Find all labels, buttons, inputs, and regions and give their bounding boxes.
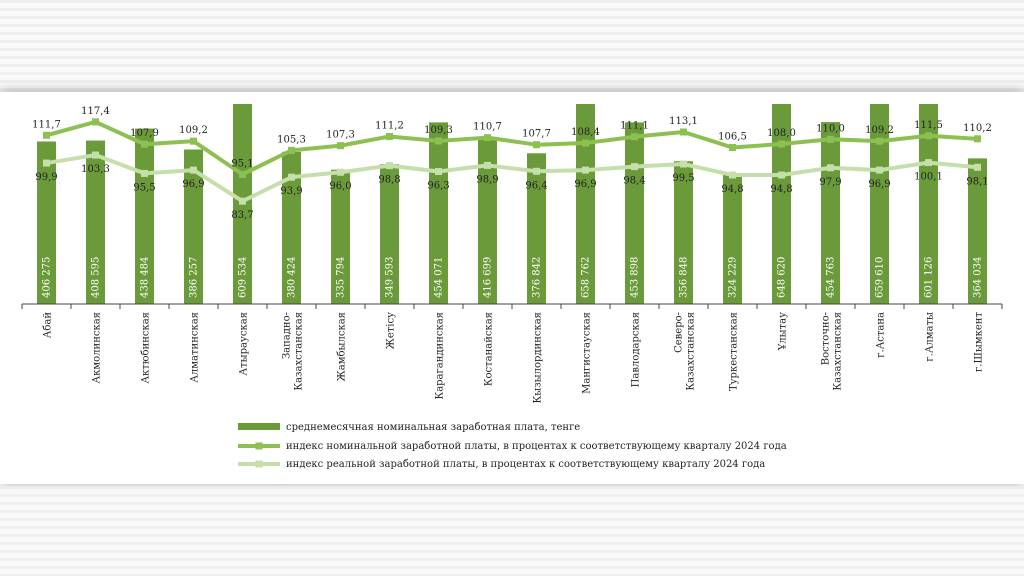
nominal-index-label: 107,7	[522, 128, 551, 140]
real-index-label: 98,9	[476, 174, 499, 186]
nominal-index-point	[288, 147, 295, 154]
nominal-index-label: 108,4	[571, 127, 600, 139]
nominal-index-point	[778, 141, 785, 148]
nominal-index-label: 111,2	[375, 120, 404, 132]
legend-swatch-bar	[238, 423, 280, 430]
real-index-label: 94,8	[721, 184, 744, 196]
nominal-index-point	[827, 136, 834, 143]
real-index-point	[974, 164, 981, 171]
real-index-label: 96,0	[329, 181, 352, 193]
nominal-index-point	[386, 133, 393, 140]
category-label-line: Туркестанская	[728, 312, 740, 392]
legend	[238, 422, 787, 470]
real-index-point	[925, 159, 932, 166]
nominal-index-point	[141, 141, 148, 148]
category-label-line: Мангистауская	[581, 312, 593, 394]
nominal-index-point	[92, 118, 99, 125]
category-label-line: Жамбылская	[336, 312, 348, 382]
real-index-label: 98,4	[623, 175, 646, 187]
line-series	[32, 106, 992, 221]
bar-value-label: 454 071	[433, 256, 445, 298]
category-label	[282, 312, 305, 391]
legend-marker-real	[256, 461, 263, 468]
real-index-label: 95,5	[133, 182, 156, 194]
legend-label-bar: среднемесячная номинальная заработная плата, тенге	[286, 422, 581, 433]
bar-value-label: 454 763	[825, 256, 837, 298]
real-index-point	[680, 161, 687, 168]
category-label	[337, 312, 348, 381]
nominal-index-point	[631, 133, 638, 140]
real-index-point	[141, 170, 148, 177]
real-index-point	[582, 167, 589, 174]
real-index-label: 100,1	[914, 171, 943, 183]
category-label-line: Северо-	[673, 312, 685, 353]
category-label	[533, 312, 544, 404]
category-label	[876, 312, 887, 358]
real-index-point	[337, 169, 344, 176]
category-label-line: Карагандинская	[434, 312, 446, 400]
category-label	[582, 312, 593, 394]
real-index-label: 103,3	[81, 164, 110, 176]
nominal-index-point	[484, 134, 491, 141]
nominal-index-point	[435, 137, 442, 144]
nominal-index-point	[582, 140, 589, 147]
category-label	[974, 312, 985, 372]
category-label-line: Павлодарская	[630, 312, 642, 388]
legend-label-nominal: индекс номинальной заработной платы, в процентах к соответствующему кварталу 2024 года	[286, 441, 787, 452]
nominal-index-point	[533, 141, 540, 148]
nominal-index-point	[729, 144, 736, 151]
bar-value-label: 601 126	[923, 256, 935, 298]
nominal-index-label: 107,9	[130, 128, 159, 140]
bar-value-label: 406 275	[41, 256, 53, 298]
nominal-index-point	[190, 138, 197, 145]
nominal-index-label: 117,4	[81, 105, 110, 117]
nominal-index-label: 110,2	[963, 122, 992, 134]
category-label	[190, 312, 201, 383]
bar-value-label: 324 229	[727, 256, 739, 298]
category-label	[778, 312, 789, 351]
category-label-line: Атырауская	[238, 312, 250, 376]
bar-value-label: 356 848	[678, 256, 690, 298]
real-index-point	[729, 172, 736, 179]
nominal-index-label: 107,3	[326, 129, 355, 141]
real-index-point	[386, 162, 393, 169]
nominal-index-point	[680, 129, 687, 136]
category-label	[141, 312, 152, 384]
bar-value-label: 349 593	[384, 256, 396, 298]
category-label-line: Ұлытау	[777, 312, 789, 351]
nominal-index-label: 113,1	[669, 116, 698, 127]
nominal-index-point	[337, 142, 344, 149]
legend-label-real: индекс реальной заработной платы, в процентах к соответствующему кварталу 2024 года	[286, 459, 766, 470]
category-label-line: Западно-	[281, 312, 293, 360]
real-index-point	[876, 167, 883, 174]
category-label	[239, 312, 250, 375]
nominal-index-point	[876, 138, 883, 145]
category-label-line: Казахстанская	[685, 312, 697, 391]
category-label-line: Кызылординская	[532, 312, 544, 404]
real-index-label: 96,9	[868, 179, 891, 191]
category-label-line: Костанайская	[483, 312, 495, 387]
category-label-line: Алматинская	[189, 312, 201, 383]
category-label-line: г.Шымкент	[973, 312, 985, 372]
real-index-label: 93,9	[280, 186, 303, 198]
bar-value-label: 438 484	[139, 256, 151, 298]
real-index-label: 99,5	[672, 173, 695, 184]
real-index-point	[827, 164, 834, 171]
wage-chart	[0, 92, 1024, 484]
nominal-index-label: 105,3	[277, 134, 306, 146]
real-index-point	[43, 160, 50, 167]
nominal-index-label: 108,0	[767, 128, 796, 139]
category-label	[92, 312, 103, 383]
real-index-point	[778, 172, 785, 179]
real-index-label: 99,9	[35, 172, 58, 184]
category-label-line: Акмолинская	[91, 312, 103, 384]
real-index-label: 98,1	[966, 176, 989, 188]
real-index-label: 94,8	[770, 184, 793, 196]
nominal-index-label: 111,5	[914, 119, 943, 131]
category-label-line: Актюбинская	[140, 312, 152, 384]
real-index-point	[484, 162, 491, 169]
nominal-index-point	[239, 171, 246, 178]
blurred-background-top	[0, 0, 1024, 92]
nominal-index-label: 106,5	[718, 131, 747, 143]
category-label	[925, 312, 936, 362]
category-label-line: Казахстанская	[293, 312, 305, 391]
real-index-label: 97,9	[819, 176, 842, 188]
category-label	[484, 312, 495, 386]
category-label	[43, 312, 54, 339]
bar-value-label: 453 898	[629, 256, 641, 298]
x-axis	[22, 304, 1002, 404]
category-label	[631, 312, 642, 387]
nominal-index-label: 110,7	[473, 121, 502, 133]
category-label-line: Восточно-	[820, 312, 832, 366]
chart-card	[0, 92, 1024, 484]
bar-value-label: 416 699	[482, 256, 494, 298]
bar-value-label: 386 257	[188, 256, 200, 298]
legend-marker-nominal	[256, 443, 263, 450]
nominal-index-label: 109,3	[424, 124, 453, 136]
bar-value-label: 376 842	[531, 256, 543, 298]
bar-value-label: 659 610	[874, 256, 886, 298]
bar-value-label: 609 534	[237, 256, 249, 298]
nominal-index-label: 110,0	[816, 123, 845, 135]
nominal-index-label: 111,1	[620, 120, 649, 132]
category-label-line: Жетісу	[385, 312, 397, 350]
real-index-point	[92, 152, 99, 159]
nominal-index-point	[43, 132, 50, 139]
real-index-point	[288, 174, 295, 181]
category-label-line: Казахстанская	[832, 312, 844, 391]
blurred-background-bottom	[0, 486, 1024, 576]
nominal-index-point	[925, 132, 932, 139]
real-index-point	[190, 167, 197, 174]
nominal-index-label: 109,2	[179, 125, 208, 137]
category-label	[435, 312, 446, 400]
real-index-label: 83,7	[231, 210, 254, 222]
bar-value-label: 364 034	[972, 256, 984, 298]
bar-value-label: 380 424	[286, 256, 298, 298]
category-label	[674, 312, 697, 391]
bar-value-label: 408 595	[90, 256, 102, 298]
bar-value-label: 658 762	[580, 256, 592, 298]
real-index-label: 96,9	[574, 179, 597, 191]
real-index-point	[435, 168, 442, 175]
bar-value-label: 648 620	[776, 256, 788, 298]
real-index-point	[239, 198, 246, 205]
category-label	[821, 312, 844, 391]
category-label-line: г.Алматы	[924, 312, 936, 362]
bar-value-label: 335 794	[335, 256, 347, 298]
nominal-index-point	[974, 135, 981, 142]
real-index-label: 96,4	[525, 180, 548, 192]
nominal-index-label: 111,7	[32, 119, 61, 131]
real-index-label: 96,3	[427, 180, 450, 192]
category-label	[386, 312, 397, 349]
category-label-line: г.Астана	[875, 312, 887, 358]
nominal-index-label: 95,1	[231, 158, 254, 170]
real-index-point	[631, 163, 638, 170]
nominal-index-label: 109,2	[865, 125, 894, 137]
category-label-line: Абай	[42, 312, 54, 339]
category-label	[729, 312, 740, 391]
real-index-point	[533, 168, 540, 175]
real-index-label: 98,8	[378, 174, 401, 186]
real-index-label: 96,9	[182, 179, 205, 191]
